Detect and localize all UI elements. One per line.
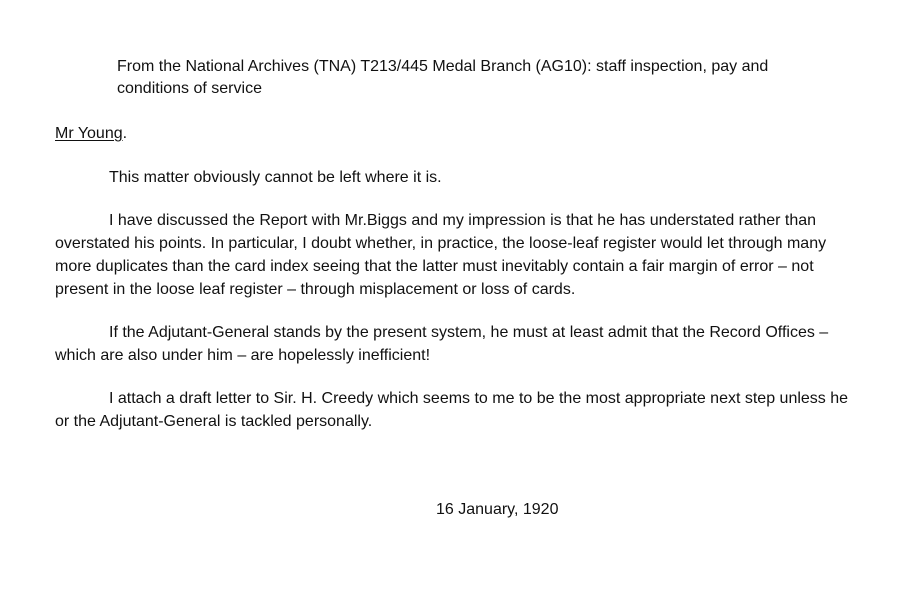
paragraph-3: If the Adjutant-General stands by the present system, he must at least admit that the Record Offices – which are also under him – are hopelessly inefficient! <box>55 324 829 364</box>
archive-reference-header <box>117 56 817 100</box>
letter-date: 16 January, 1920 <box>436 501 559 518</box>
header-line-1: From the National Archives (TNA) T213/445 Medal Branch (AG10): staff inspection, pay and <box>117 58 769 75</box>
header-line-2: conditions of service <box>117 80 262 97</box>
paragraph-4: I attach a draft letter to Sir. H. Creedy which seems to me to be the most appropriate next step unless he or the Adjutant-General is tackled personally. <box>55 390 849 430</box>
salutation-name: Mr Young <box>55 125 123 142</box>
salutation <box>55 122 127 145</box>
paragraph-2: I have discussed the Report with Mr.Biggs and my impression is that he has understated rather than overstated his points. In particular, I doubt whether, in practice, the loose-leaf register would let through many more duplicates than the card index seeing that the latter must inevitably contain a fair margin of error – not present in the loose leaf register – through misplacement or loss of cards. <box>55 212 827 298</box>
paragraph-1: This matter obviously cannot be left where it is. <box>109 169 442 186</box>
salutation-punctuation: . <box>122 125 128 142</box>
